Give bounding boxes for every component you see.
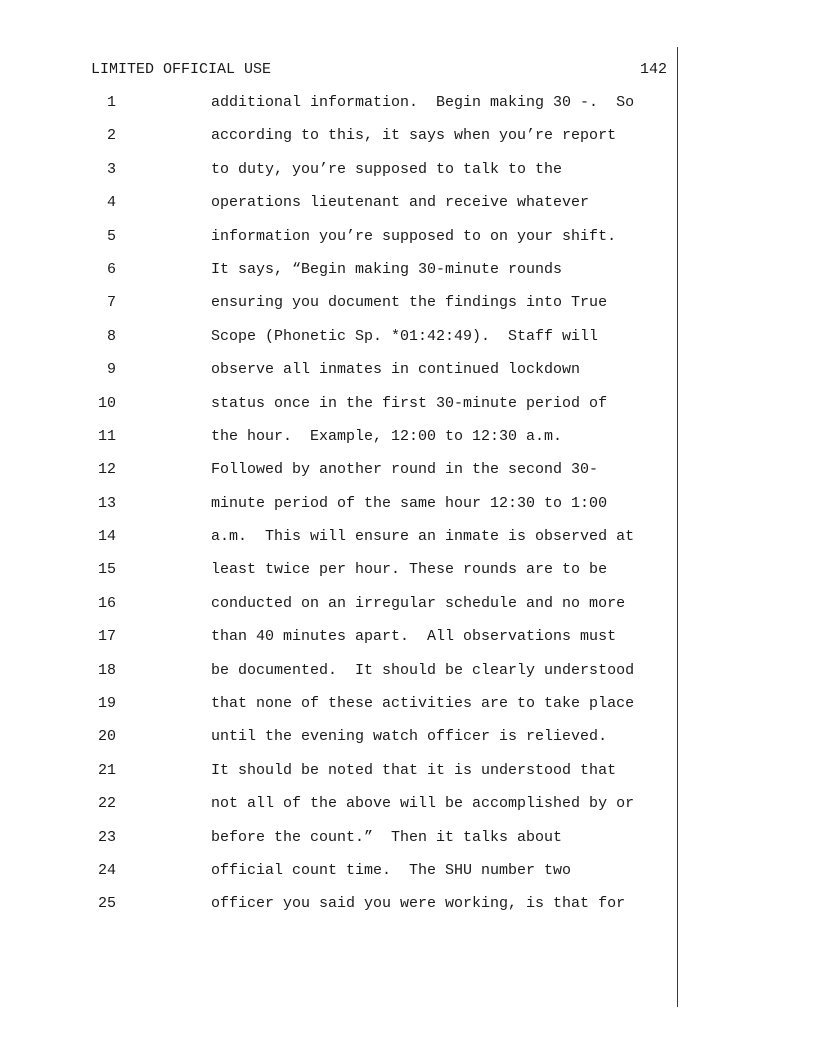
line-text: officer you said you were working, is that for (211, 895, 626, 913)
line-number: 8 (106, 327, 116, 345)
line-text: before the count.” Then it talks about (211, 828, 563, 846)
line-text: It should be noted that it is understood that (211, 761, 617, 779)
transcript-line (0, 495, 677, 528)
transcript-line (0, 662, 677, 695)
transcript-line (0, 528, 677, 561)
line-text: Followed by another round in the second 30- (211, 461, 599, 479)
line-number: 6 (106, 260, 116, 278)
line-text: not all of the above will be accomplished by or (211, 795, 635, 813)
line-number: 23 (97, 828, 116, 846)
line-text: least twice per hour. These rounds are to be (211, 561, 608, 579)
line-number: 9 (106, 361, 116, 379)
line-text: additional information. Begin making 30 -. So (211, 94, 635, 111)
line-number: 12 (97, 461, 116, 479)
line-text: according to this, it says when you’re report (211, 127, 617, 145)
line-number: 5 (106, 227, 116, 245)
line-number: 4 (106, 194, 116, 212)
line-text: a.m. This will ensure an inmate is observed at (211, 528, 635, 546)
line-number: 16 (97, 594, 116, 612)
line-text: official count time. The SHU number two (211, 861, 572, 879)
line-number: 24 (97, 861, 116, 879)
line-text: It says, “Begin making 30-minute rounds (211, 260, 563, 278)
transcript-line (0, 461, 677, 494)
line-text: than 40 minutes apart. All observations must (211, 628, 617, 646)
transcript-line (0, 194, 677, 227)
transcript-line (0, 895, 677, 928)
line-text: operations lieutenant and receive whatever (211, 194, 590, 212)
line-number: 7 (106, 294, 116, 312)
line-number: 18 (97, 661, 116, 679)
line-number: 21 (97, 761, 116, 779)
page-number: 142 (639, 61, 667, 78)
line-number: 19 (97, 695, 116, 713)
line-text: conducted on an irregular schedule and no more (211, 594, 626, 612)
line-text: ensuring you document the findings into True (211, 294, 608, 312)
line-text: that none of these activities are to take place (211, 695, 635, 713)
transcript-line (0, 561, 677, 594)
line-number: 14 (97, 528, 116, 546)
line-text: until the evening watch officer is relieved. (211, 728, 608, 746)
transcript-line (0, 261, 677, 294)
transcript-lines (0, 94, 677, 929)
transcript-line (0, 762, 677, 795)
transcript-line (0, 829, 677, 862)
transcript-line (0, 695, 677, 728)
line-number: 22 (97, 795, 116, 813)
line-text: observe all inmates in continued lockdown (211, 361, 581, 379)
line-number: 1 (106, 94, 116, 111)
line-text: be documented. It should be clearly understood (211, 661, 635, 679)
transcript-line (0, 127, 677, 160)
line-text: Scope (Phonetic Sp. *01:42:49). Staff will (211, 327, 599, 345)
transcript-line (0, 361, 677, 394)
line-text: to duty, you’re supposed to talk to the (211, 160, 563, 178)
line-number: 2 (106, 127, 116, 145)
line-text: status once in the first 30-minute period of (211, 394, 608, 412)
transcript-line (0, 728, 677, 761)
transcript-line (0, 228, 677, 261)
line-number: 11 (97, 427, 116, 445)
transcript-line (0, 161, 677, 194)
transcript-line (0, 862, 677, 895)
line-number: 20 (97, 728, 116, 746)
line-number: 17 (97, 628, 116, 646)
line-text: minute period of the same hour 12:30 to 1:00 (211, 494, 608, 512)
transcript-line (0, 628, 677, 661)
transcript-line (0, 428, 677, 461)
line-text: information you’re supposed to on your shift. (211, 227, 617, 245)
line-number: 13 (97, 494, 116, 512)
classification-header: LIMITED OFFICIAL USE (91, 61, 272, 78)
transcript-line (0, 395, 677, 428)
transcript-line (0, 94, 677, 127)
line-text: the hour. Example, 12:00 to 12:30 a.m. (211, 427, 563, 445)
line-number: 25 (97, 895, 116, 913)
line-number: 15 (97, 561, 116, 579)
margin-rule (677, 47, 678, 1007)
transcript-line (0, 294, 677, 327)
transcript-line (0, 328, 677, 361)
line-number: 3 (106, 160, 116, 178)
transcript-line (0, 795, 677, 828)
transcript-line (0, 595, 677, 628)
line-number: 10 (97, 394, 116, 412)
